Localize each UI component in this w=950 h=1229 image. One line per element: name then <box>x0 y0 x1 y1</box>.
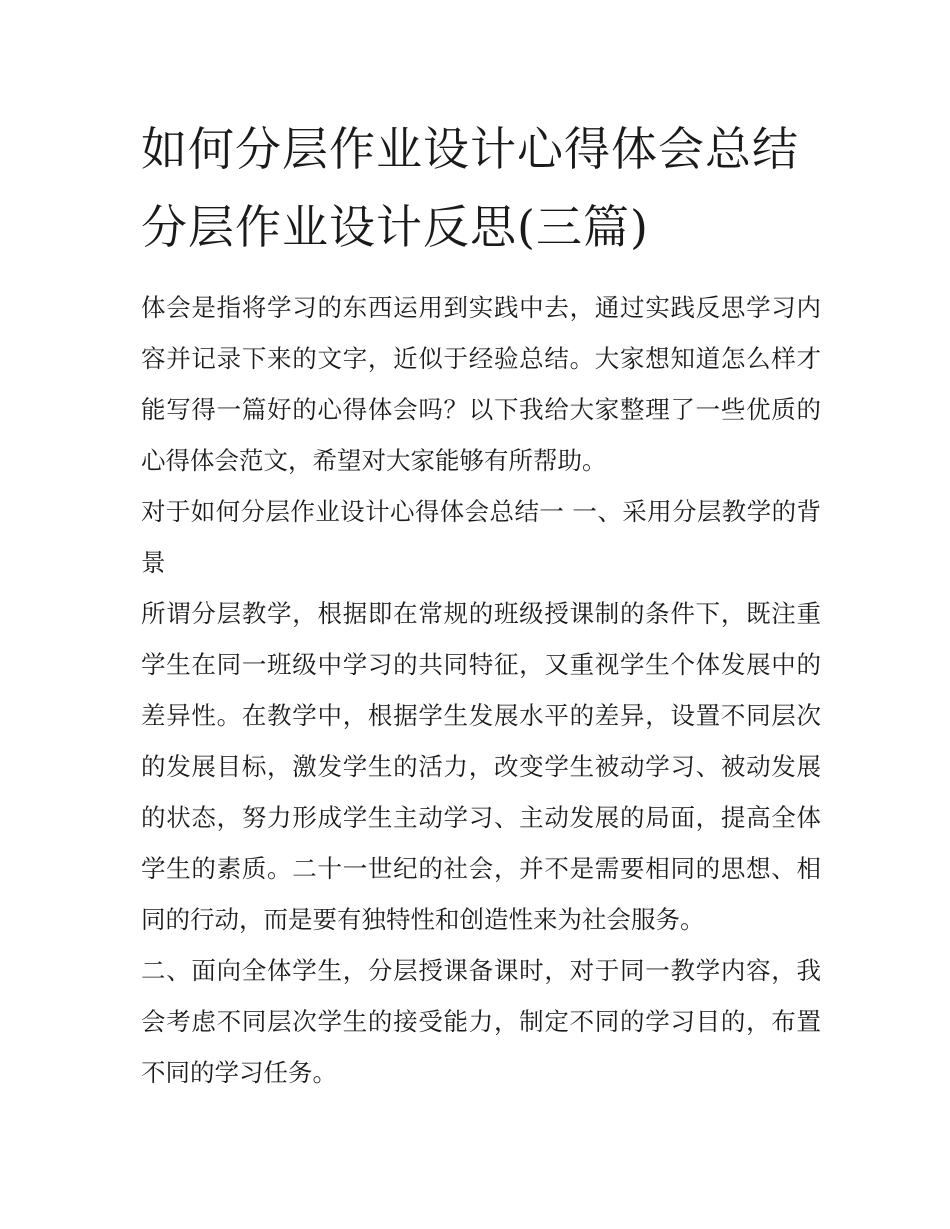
section-two-paragraph: 二、面向全体学生，分层授课备课时，对于同一教学内容，我会考虑不同层次学生的接受能力，制定不同的学习目的，布置不同的学习任务。 <box>141 956 821 1087</box>
document-page <box>141 110 821 1098</box>
intro-paragraph: 体会是指将学习的东西运用到实践中去，通过实践反思学习内容并记录下来的文字，近似于经验总结。大家想知道怎么样才能写得一篇好的心得体会吗？以下我给大家整理了一些优质的心得体会范文，希望对大家能够有所帮助。 <box>141 293 821 475</box>
section-heading-paragraph: 对于如何分层作业设计心得体会总结一 一、采用分层教学的背景 <box>141 497 821 577</box>
background-paragraph: 所谓分层教学，根据即在常规的班级授课制的条件下，既注重学生在同一班级中学习的共同特征，又重视学生个体发展中的差异性。在教学中，根据学生发展水平的差异，设置不同层次的发展目标，激发学生的活力，改变学生被动学习、被动发展的状态，努力形成学生主动学习、主动发展的局面，提高全体学生的素质。二十一世纪的社会，并不是需要相同的思想、相同的行动，而是要有独特性和创造性来为社会服务。 <box>141 599 821 934</box>
document-title: 如何分层作业设计心得体会总结 分层作业设计反思(三篇) <box>141 122 799 254</box>
